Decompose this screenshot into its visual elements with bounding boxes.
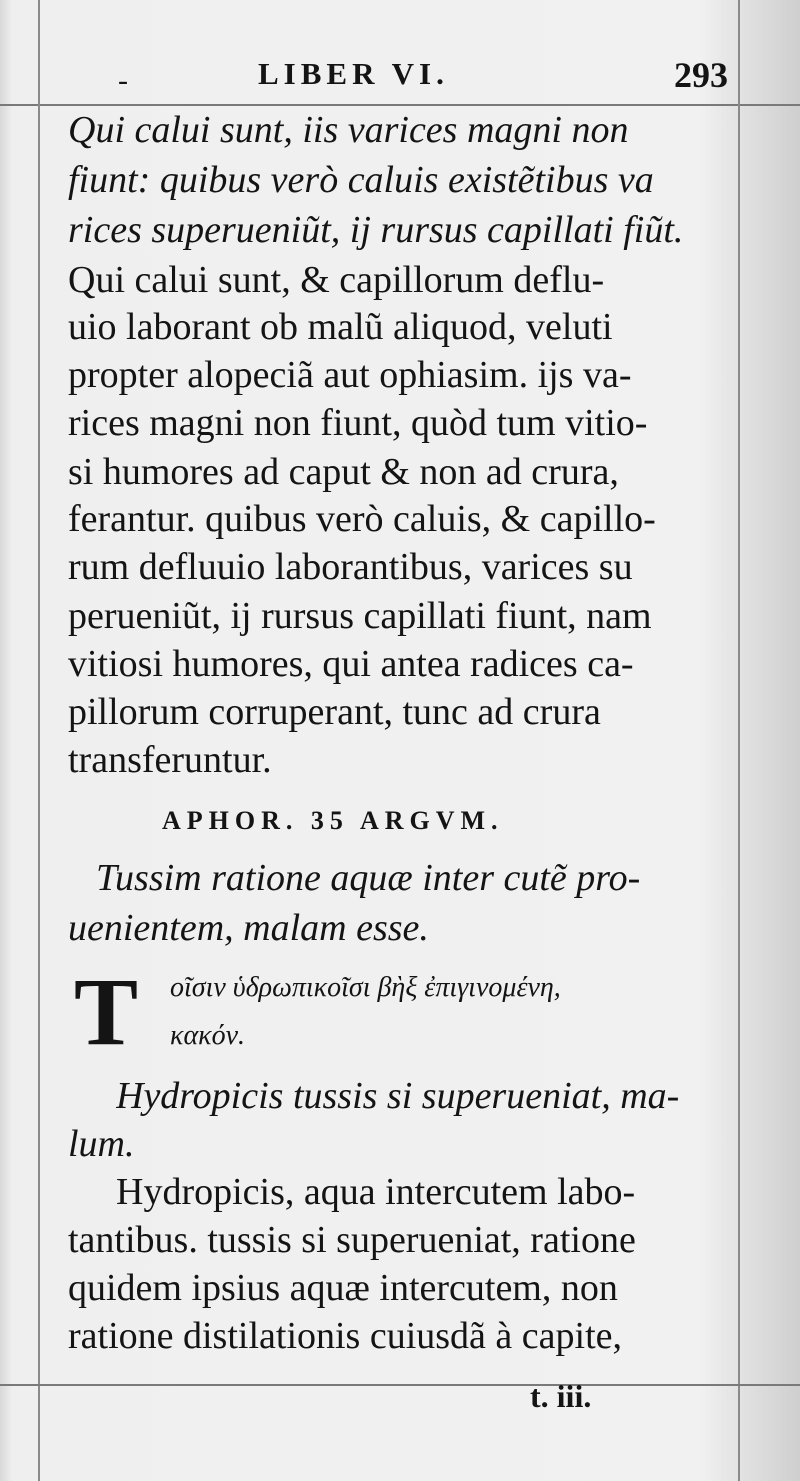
text-line: Hydropicis tussis si superueniat, ma- — [116, 1075, 680, 1117]
text-line: Qui calui sunt, iis varices magni non — [68, 109, 629, 151]
text-line: fiunt: quibus verò caluis existẽtibus va — [68, 159, 654, 201]
argument-line: Tussim ratione aquæ inter cutẽ pro- — [96, 857, 641, 899]
running-title: LIBER VI. — [258, 56, 449, 91]
text-line: vitiosi humores, qui antea radices ca- — [68, 643, 634, 685]
right-rule — [738, 0, 740, 1481]
left-rule — [38, 0, 40, 1481]
text-line: tantibus. tussis si superueniat, ratione — [68, 1219, 636, 1261]
text-line: Qui calui sunt, & capillorum deflu- — [68, 259, 605, 301]
bottom-rule — [0, 1384, 800, 1386]
text-line: lum. — [68, 1123, 135, 1165]
text-line: si humores ad caput & non ad crura, — [68, 451, 619, 493]
text-line: rum defluuio laborantibus, varices su — [68, 546, 633, 588]
page-number: 293 — [674, 55, 728, 95]
greek-text-line: οῖσιν ὑδρωπικοῖσι βὴξ ἐπιγινομένη, — [170, 972, 561, 1003]
greek-text-line: κακόν. — [170, 1020, 246, 1051]
text-line: rices magni non fiunt, quòd tum vitio- — [68, 402, 648, 444]
signature-mark: t. iii. — [530, 1378, 592, 1414]
drop-cap: T — [74, 958, 139, 1065]
text-line: perueniũt, ij rursus capillati fiunt, nam — [68, 595, 652, 637]
page-header — [0, 52, 738, 100]
section-heading: APHOR. 35 ARGVM. — [162, 806, 504, 835]
text-line: Hydropicis, aqua intercutem labo- — [116, 1171, 636, 1213]
header-dash: - — [118, 64, 128, 97]
text-line: ferantur. quibus verò caluis, & capillo- — [68, 498, 656, 540]
text-line: propter alopeciã aut ophiasim. ijs va- — [68, 354, 632, 396]
text-line: ratione distilationis cuiusdã à capite, — [68, 1315, 623, 1357]
text-line: rices superueniũt, ij rursus capillati fiũt. — [68, 209, 684, 251]
text-line: quidem ipsius aquæ intercutem, non — [68, 1267, 618, 1309]
top-rule — [0, 104, 800, 106]
text-line: uio laborant ob malũ aliquod, veluti — [68, 306, 613, 348]
text-line: pillorum corruperant, tunc ad crura — [68, 691, 601, 733]
text-line: transferuntur. — [68, 739, 272, 781]
argument-line: uenientem, malam esse. — [68, 907, 429, 949]
